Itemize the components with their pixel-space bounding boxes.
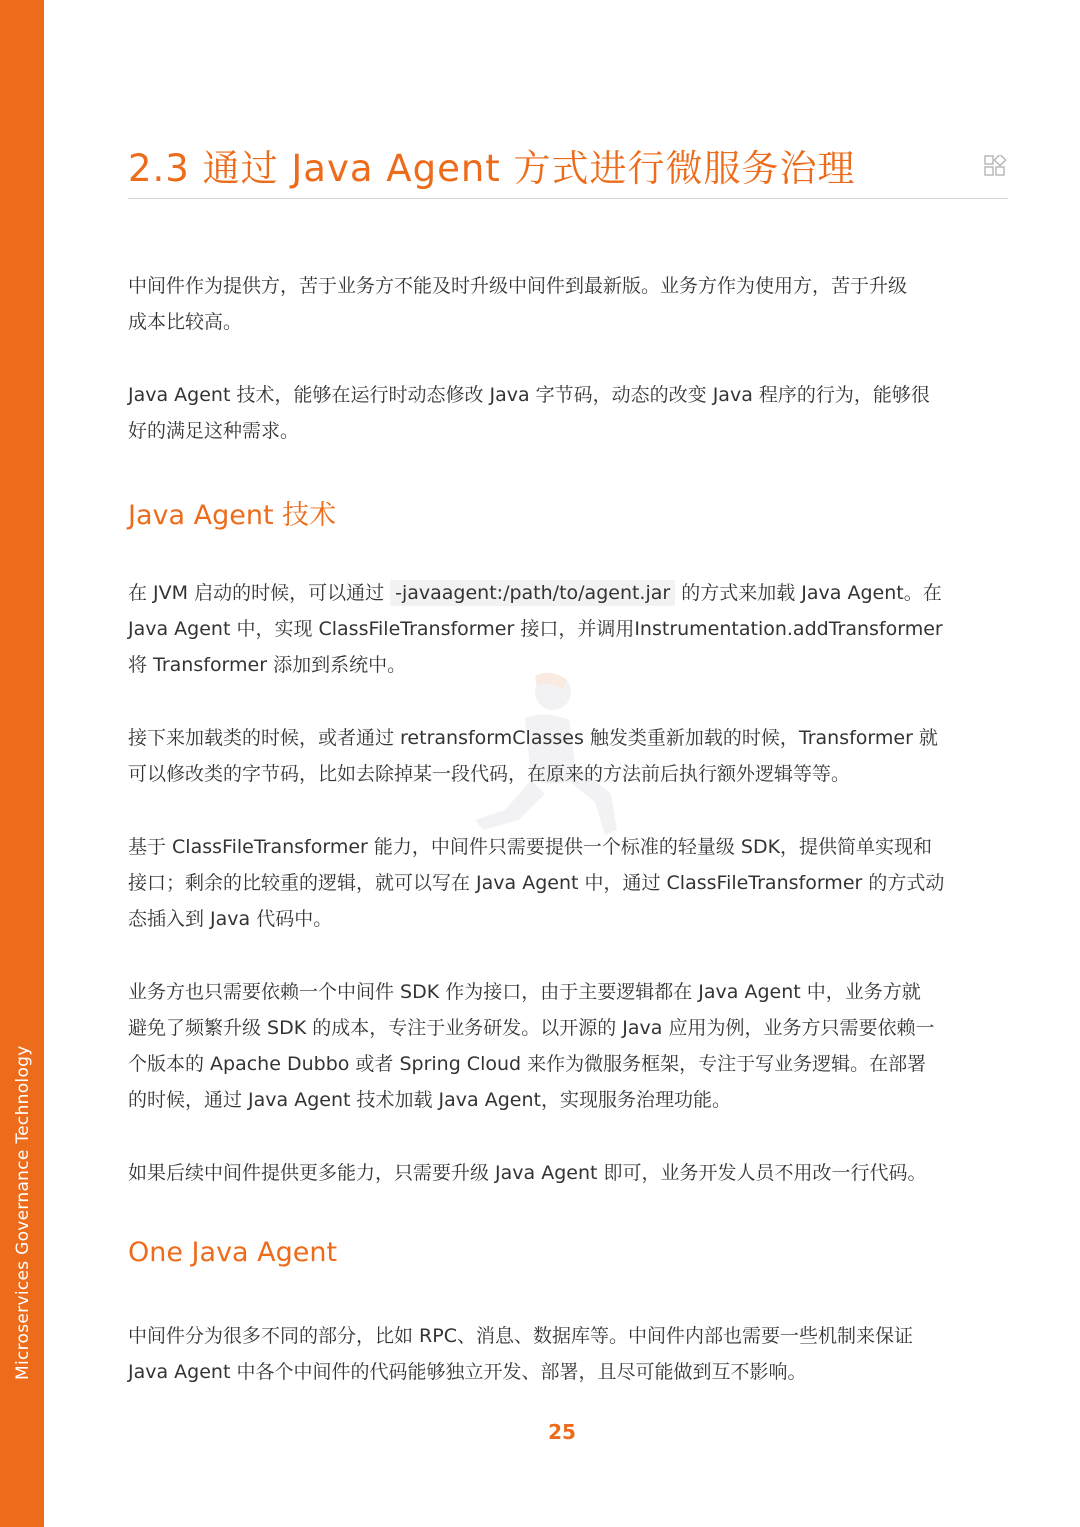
paragraph-6 (128, 974, 956, 1118)
text-run: 在 JVM 启动的时候，可以通过 (128, 582, 391, 604)
paragraph-line: 态插入到 Java 代码中。 (128, 908, 333, 930)
title-divider (128, 198, 1008, 199)
paragraph-3 (128, 575, 956, 683)
paragraph-line: 的时候，通过 Java Agent 技术加载 Java Agent，实现服务治理功能。 (128, 1089, 731, 1111)
paragraph-line: Java Agent 技术，能够在运行时动态修改 Java 字节码，动态的改变 Java 程序的行为，能够很 (128, 384, 930, 406)
paragraph-line: 如果后续中间件提供更多能力，只需要升级 Java Agent 即可，业务开发人员不用改一行代码。 (128, 1162, 927, 1184)
paragraph-line: Java Agent 中各个中间件的代码能够独立开发、部署，且尽可能做到互不影响。 (128, 1361, 807, 1383)
paragraph-line (128, 575, 956, 611)
paragraph-line: 基于 ClassFileTransformer 能力，中间件只需要提供一个标准的轻量级 SDK，提供简单实现和 (128, 836, 933, 858)
paragraph-7 (128, 1155, 956, 1191)
paragraph-line: Java Agent 中，实现 ClassFileTransformer 接口，并调用Instrumentation.addTransformer (128, 618, 943, 640)
paragraph-line: 接下来加载类的时候，或者通过 retransformClasses 触发类重新加载的时候，Transformer 就 (128, 727, 938, 749)
paragraph-line: 接口；剩余的比较重的逻辑，就可以写在 Java Agent 中，通过 ClassFileTransformer 的方式动 (128, 872, 945, 894)
paragraph-line: 好的满足这种需求。 (128, 420, 300, 442)
paragraph-line: 成本比较高。 (128, 311, 243, 333)
sidebar-label: Microservices Governance Technology (13, 1045, 33, 1380)
paragraph-8 (128, 1318, 956, 1390)
section-heading-java-agent: Java Agent 技术 (128, 500, 337, 531)
grid-icon (984, 155, 1006, 177)
paragraph-4 (128, 720, 956, 792)
paragraph-5 (128, 829, 956, 937)
paragraph-line: 中间件作为提供方，苦于业务方不能及时升级中间件到最新版。业务方作为使用方，苦于升级 (128, 275, 908, 297)
paragraph-line: 中间件分为很多不同的部分，比如 RPC、消息、数据库等。中间件内部也需要一些机制来保证 (128, 1325, 913, 1347)
paragraph-1 (128, 268, 956, 340)
paragraph-line: 避免了频繁升级 SDK 的成本，专注于业务研发。以开源的 Java 应用为例，业务方只需要依赖一 (128, 1017, 935, 1039)
page-number: 25 (548, 1420, 576, 1444)
paragraph-line: 个版本的 Apache Dubbo 或者 Spring Cloud 来作为微服务框架，专注于写业务逻辑。在部署 (128, 1053, 927, 1075)
paragraph-line: 可以修改类的字节码，比如去除掉某一段代码，在原来的方法前后执行额外逻辑等等。 (128, 763, 851, 785)
section-heading-one-java-agent: One Java Agent (128, 1237, 338, 1268)
inline-code: -javaagent:/path/to/agent.jar (390, 580, 675, 606)
paragraph-line: 业务方也只需要依赖一个中间件 SDK 作为接口，由于主要逻辑都在 Java Agent 中，业务方就 (128, 981, 921, 1003)
paragraph-2 (128, 377, 956, 449)
text-run: 的方式来加载 Java Agent。在 (675, 582, 942, 604)
paragraph-line: 将 Transformer 添加到系统中。 (128, 654, 407, 676)
page-title: 2.3 通过 Java Agent 方式进行微服务治理 (128, 147, 856, 190)
